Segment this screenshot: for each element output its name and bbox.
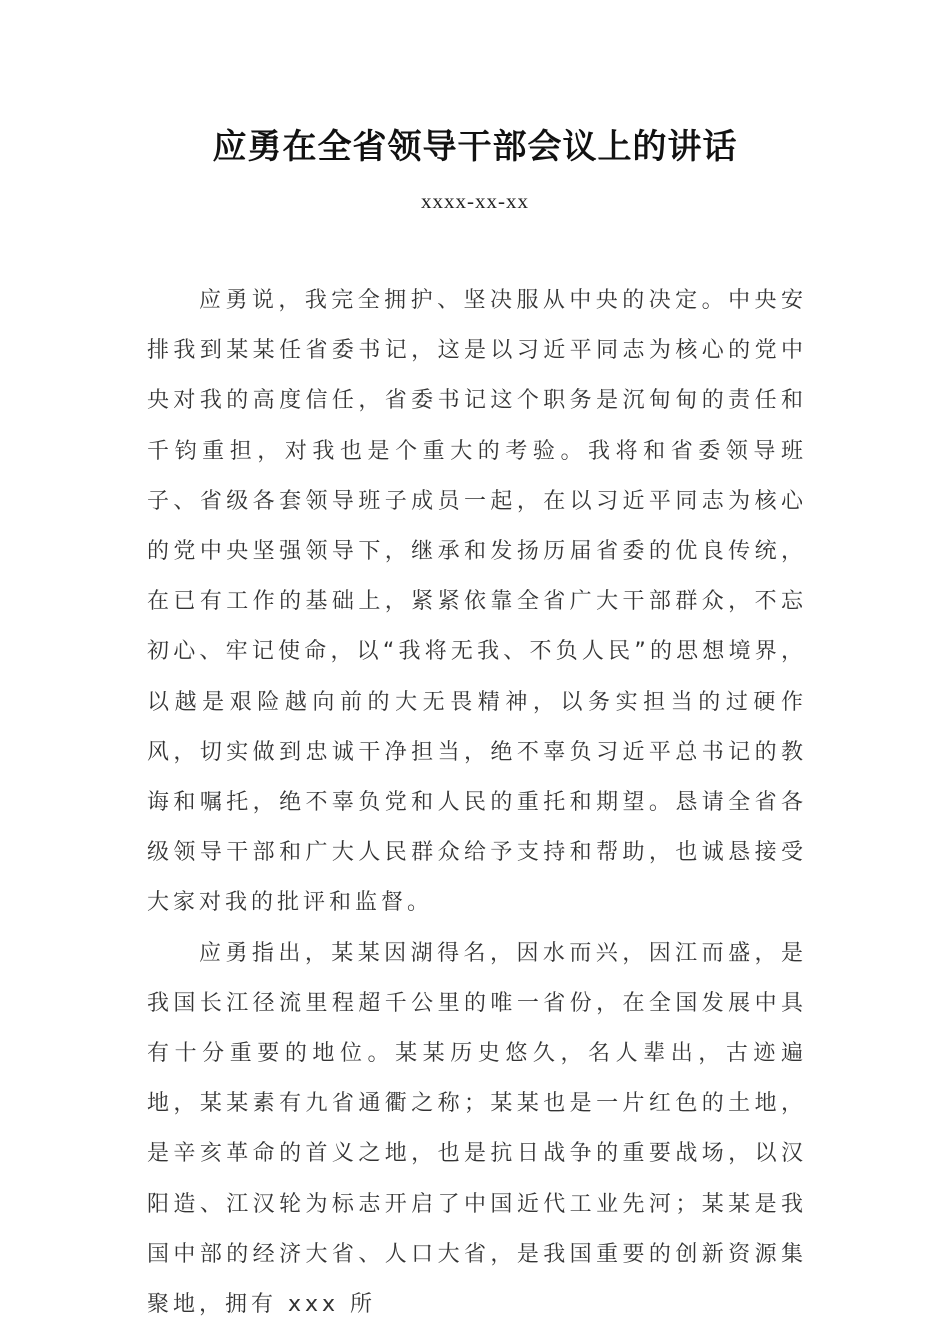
document-body [147, 276, 807, 1330]
document-title: 应勇在全省领导干部会议上的讲话 [212, 127, 738, 167]
body-paragraph-2: 应勇指出，某某因湖得名，因水而兴，因江而盛，是我国长江径流里程超千公里的唯一省份，在全国发展中具有十分重要的地位。某某历史悠久，名人辈出，古迹遍地，某某素有九省通衢之称；某某也是一片红色的土地，是辛亥革命的首义之地，也是抗日战争的重要战场，以汉阳造、江汉轮为标志开启了中国近代工业先河；某某是我国中部的经济大省、人口大省，是我国重要的创新资源集聚地，拥有 xxx 所 [147, 940, 807, 1318]
body-paragraph-1: 应勇说，我完全拥护、坚决服从中央的决定。中央安排我到某某任省委书记，这是以习近平同志为核心的党中央对我的高度信任，省委书记这个职务是沉甸甸的责任和千钧重担，对我也是个重大的考验。我将和省委领导班子、省级各套领导班子成员一起，在以习近平同志为核心的党中央坚强领导下，继承和发扬历届省委的优良传统，在已有工作的基础上，紧紧依靠全省广大干部群众，不忘初心、牢记使命，以“我将无我、不负人民”的思想境界，以越是艰险越向前的大无畏精神，以务实担当的过硬作风，切实做到忠诚干净担当，绝不辜负习近平总书记的教诲和嘱托，绝不辜负党和人民的重托和期望。恳请全省各级领导干部和广大人民群众给予支持和帮助，也诚恳接受大家对我的批评和监督。 [147, 288, 807, 916]
document-date: xxxx-xx-xx [421, 189, 529, 213]
